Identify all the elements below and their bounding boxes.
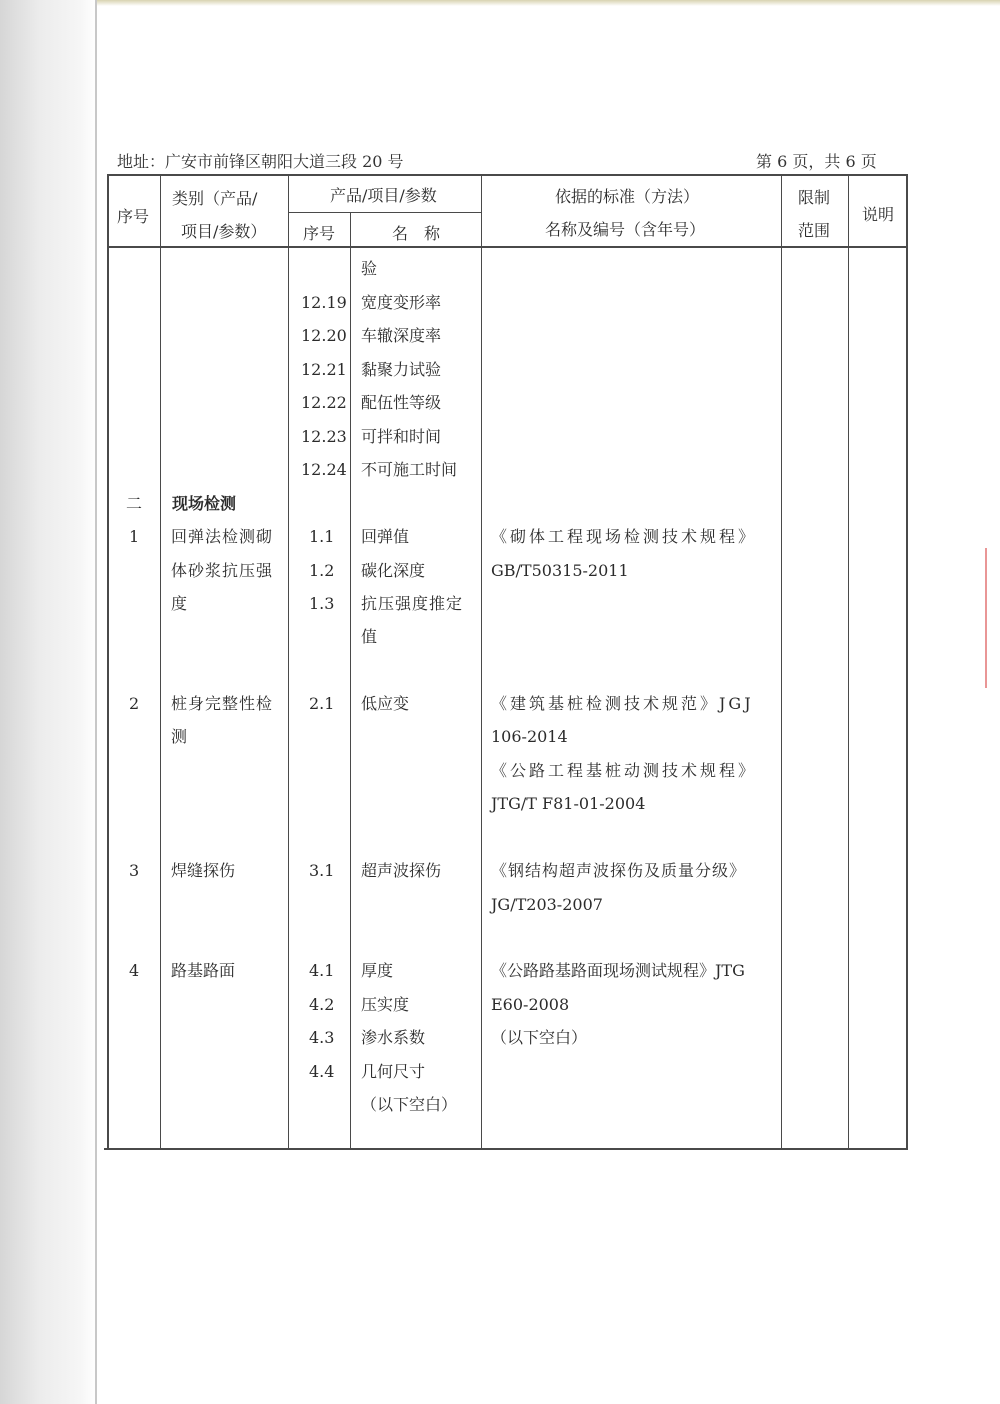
item-name: 几何尺寸 — [361, 1062, 426, 1081]
item-number: 12.22 — [301, 393, 347, 412]
item-number: 4.4 — [309, 1062, 335, 1081]
group-category-line: 回弹法检测砌 — [171, 527, 274, 546]
item-name: 低应变 — [361, 694, 410, 713]
blank-below-note: （以下空白） — [491, 1028, 588, 1047]
address-header: 地址：广安市前锋区朝阳大道三段 20 号 — [117, 152, 404, 171]
group-seq: 4 — [129, 961, 140, 980]
item-number: 1.2 — [309, 561, 335, 580]
item-name: 黏聚力试验 — [361, 360, 442, 379]
col-divider-standard — [781, 174, 782, 1149]
standard-line: E60-2008 — [491, 995, 570, 1014]
col-divider-seq — [160, 174, 161, 1149]
item-number: 4.2 — [309, 995, 335, 1014]
section-seq: 二 — [126, 494, 143, 513]
standard-line: 《公路路基路面现场测试规程》JTG — [491, 961, 745, 980]
header-product-group: 产品/项目/参数 — [330, 186, 437, 205]
header-category-line2: 项目/参数） — [181, 222, 267, 241]
group-category-line: 路基路面 — [171, 961, 236, 980]
group-seq: 1 — [129, 527, 140, 546]
item-name: 厚度 — [361, 961, 394, 980]
item-name: 抗压强度推定 — [361, 594, 464, 613]
item-name: 压实度 — [361, 995, 410, 1014]
item-name: 可拌和时间 — [361, 427, 442, 446]
item-name: 车辙深度率 — [361, 326, 442, 345]
item-name: 不可施工时间 — [361, 460, 458, 479]
header-category-line1: 类别（产品/ — [172, 189, 258, 208]
col-divider-category — [288, 174, 289, 1149]
item-number: 4.1 — [309, 961, 335, 980]
group-category-line: 测 — [171, 727, 188, 746]
item-name: 超声波探伤 — [361, 861, 442, 880]
item-number: 12.24 — [301, 460, 347, 479]
table-left-border — [107, 174, 109, 1150]
standard-line: JTG/T F81-01-2004 — [491, 794, 646, 813]
group-seq: 2 — [129, 694, 140, 713]
item-name: 渗水系数 — [361, 1028, 426, 1047]
binding-shadow — [0, 0, 96, 1404]
binding-line — [95, 0, 97, 1404]
item-number: 1.3 — [309, 594, 335, 613]
header-limit-line2: 范围 — [798, 221, 831, 240]
header-seq: 序号 — [117, 207, 150, 226]
col-divider-limit — [848, 174, 849, 1149]
item-name: 回弹值 — [361, 527, 410, 546]
item-name: 配伍性等级 — [361, 393, 442, 412]
page-number: 第 6 页，共 6 页 — [756, 152, 877, 171]
header-standard-line1: 依据的标准（方法） — [555, 187, 700, 206]
table-bottom-border — [104, 1148, 906, 1150]
table-top-border — [108, 174, 908, 176]
group-category-line: 体砂浆抗压强 — [171, 561, 274, 580]
item-number: 3.1 — [309, 861, 335, 880]
item-number: 12.20 — [301, 326, 347, 345]
continuation-name-tail: 验 — [361, 259, 378, 278]
standard-line: 106-2014 — [491, 727, 568, 746]
standard-line: JG/T203-2007 — [491, 895, 603, 914]
header-remark: 说明 — [862, 205, 895, 224]
item-name: 宽度变形率 — [361, 293, 442, 312]
item-name-tail: 值 — [361, 627, 378, 646]
item-number: 1.1 — [309, 527, 335, 546]
header-product-seq: 序号 — [303, 224, 336, 243]
standard-line: 《公路工程基桩动测技术规程》 — [491, 761, 758, 780]
table-right-border — [906, 174, 908, 1150]
header-limit-line1: 限制 — [798, 188, 831, 207]
group-seq: 3 — [129, 861, 140, 880]
item-name: 碳化深度 — [361, 561, 426, 580]
group-category-line: 度 — [171, 594, 188, 613]
seal-stamp-fragment — [985, 548, 995, 688]
item-number: 12.23 — [301, 427, 347, 446]
page-top-edge — [0, 0, 1000, 6]
header-product-name: 名 称 — [392, 224, 441, 243]
item-number: 12.19 — [301, 293, 347, 312]
group-category-line: 焊缝探伤 — [171, 861, 236, 880]
item-number: 4.3 — [309, 1028, 335, 1047]
group-category-line: 桩身完整性检 — [171, 694, 274, 713]
item-number: 12.21 — [301, 360, 347, 379]
standard-line: 《建筑基桩检测技术规范》JGJ — [491, 694, 754, 713]
standard-line: 《钢结构超声波探伤及质量分级》 — [491, 861, 747, 880]
standard-line: 《砌体工程现场检测技术规程》 — [491, 527, 758, 546]
col-divider-product-seq — [350, 212, 351, 1149]
blank-below-note: （以下空白） — [361, 1095, 458, 1114]
standard-line: GB/T50315-2011 — [491, 561, 629, 580]
section-title: 现场检测 — [172, 494, 237, 513]
product-group-divider — [289, 212, 482, 213]
header-standard-line2: 名称及编号（含年号） — [545, 220, 706, 239]
col-divider-name — [481, 174, 482, 1149]
header-bottom-border — [108, 246, 908, 248]
item-number: 2.1 — [309, 694, 335, 713]
